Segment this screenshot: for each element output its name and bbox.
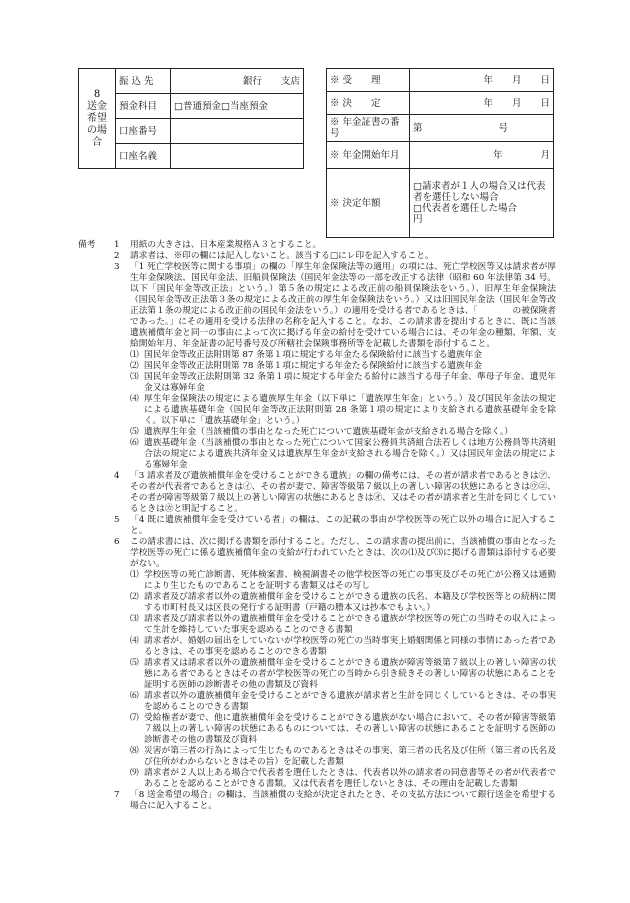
remark-number: 7 (114, 790, 120, 800)
remark-text: 用紙の大きさは、日本産業規格Ａ３とすること。 (130, 240, 322, 250)
indent (114, 394, 130, 427)
remark-number: ⑵ (130, 592, 139, 602)
spacer (78, 691, 114, 713)
certificate-number-label: ※ 年金証書の番号 (327, 115, 410, 142)
remark-text: 遺族厚生年金（当該補償の事由となった死亡について遺族基礎年金が支給される場合を除く。） (144, 427, 513, 437)
remittance-table (78, 68, 304, 169)
remark-item (78, 537, 556, 570)
remarks (78, 240, 556, 812)
spacer (78, 438, 114, 471)
remark-number: 1 (114, 240, 120, 250)
remark-number: ⑹ (130, 691, 139, 701)
remark-text: 災害が第三者の行為によって生じたものであるときはその事実、第三者の氏名及び住所（第三者の氏名及び住所がわからないときはその旨）を記載した書類 (144, 746, 556, 767)
receipt-date: 年 月 日 (410, 69, 554, 92)
account-name-field[interactable] (171, 144, 304, 169)
spacer (78, 427, 114, 438)
spacer (78, 636, 114, 658)
remark-number: 3 (114, 262, 120, 272)
remark-number: ⑶ (130, 372, 139, 382)
spacer (78, 394, 114, 427)
remark-subitem (78, 768, 556, 790)
remark-item (78, 262, 556, 350)
remark-number: ⑸ (130, 427, 139, 437)
remark-text: 請求者及び請求者以外の遺族補償年金を受けることができる遺族が学校医等の死亡の当時その収入によって生計を維持していた事実を認めることのできる書類 (144, 614, 557, 635)
remark-number: 4 (114, 471, 120, 481)
indent (114, 713, 130, 746)
account-number-field[interactable] (171, 119, 304, 144)
annual-amount: □請求者が１人の場合又は代表者を選任しない場合 □代表者を選任した場合 円 (410, 169, 554, 238)
indent (114, 658, 130, 691)
spacer (78, 262, 114, 350)
remark-text: 請求者が、婚姻の届出をしていないが学校医等の死亡の当時事実上婚姻関係と同様の事情にあった者であるときは、その事実を認めることのできる書類 (144, 636, 556, 657)
remark-text: 「3 請求者及び遺族補償年金を受けることができる遺族」の欄の備考には、その者が請求者であるときは㋐、その者が代表者であるときは㋑、その者が妻で、障害等級第７級以上の著しい障害の状態にあるときは㋒㋓、その者が障害等級第７級以上の著しい障害の状態にあるときは㋔、又はその者が請求者と生計を同じくしているときは㋕と明記すること。 (130, 471, 556, 514)
indent (114, 636, 130, 658)
decision-label: ※ 決 定 (327, 92, 410, 115)
remark-subitem (78, 372, 556, 394)
spacer (78, 537, 114, 570)
pension-start-label: ※ 年金開始年月 (327, 142, 410, 169)
remark-number: ⑶ (130, 614, 139, 624)
remark-number: ⑷ (130, 636, 139, 646)
decision-date: 年 月 日 (410, 92, 554, 115)
account-number-label: 口座番号 (116, 119, 171, 144)
remark-text: 請求者は、※印の欄には記入しないこと。該当する□にレ印を記入すること。 (130, 251, 434, 261)
remark-text: 国民年金等改正法附則第 32 条第１項に規定する年金たる給付に該当する母子年金、準母子年金、遺児年金又は寡婦年金 (144, 372, 556, 393)
remark-text: 受給権者が妻で、他に遺族補償年金を受けることができる遺族がない場合において、その者が障害等級第７級以上の著しい障害の状態にあるものについては、その著しい障害の状態にあることを証明する医師の診断書その他の書類及び資料 (144, 713, 556, 745)
spacer (78, 350, 114, 361)
remark-text: この請求書には、次に掲げる書類を添付すること。ただし、この請求書の提出前に、当該補償の事由となった学校医等の死亡に係る遺族補償年金の支給が行われていたときは、次の⑴及び⑶に掲げる書類は添付する必要がない。 (130, 537, 556, 569)
remark-number: ⑹ (130, 438, 139, 448)
section-8-label: 8 送金 希望 の場 合 (79, 69, 116, 169)
indent (114, 592, 130, 614)
remark-subitem (78, 636, 556, 658)
remark-subitem (78, 570, 556, 592)
spacer (78, 372, 114, 394)
remark-number: ⑴ (130, 570, 139, 580)
spacer (78, 515, 114, 537)
indent (114, 570, 130, 592)
remark-subitem (78, 427, 556, 438)
remark-subitem (78, 658, 556, 691)
remark-number: ⑼ (130, 768, 139, 778)
remark-text: 国民年金等改正法附則第 87 条第１項に規定する年金たる保険給付に該当する遺族年金 (144, 350, 483, 360)
account-type-label: 預金科目 (116, 94, 171, 119)
spacer (78, 570, 114, 592)
remark-text: 遺族基礎年金（当該補償の事由となった死亡について国家公務員共済組合法若しくは地方公務員等共済組合法の規定による遺族共済年金又は遺族厚生年金が支給される場合を除く。）又は国民年金法の規定による寡婦年金 (144, 438, 556, 470)
spacer (78, 471, 114, 515)
remark-number: 5 (114, 515, 120, 525)
receipt-label: ※ 受 理 (327, 69, 410, 92)
remark-subitem (78, 592, 556, 614)
remark-item (78, 240, 556, 251)
indent (114, 350, 130, 361)
remark-subitem (78, 746, 556, 768)
bank-label: 振 込 先 (116, 69, 171, 94)
remark-subitem (78, 394, 556, 427)
indent (114, 768, 130, 790)
remark-item (78, 790, 556, 812)
remark-text: 「1 死亡学校医等に関する事項」の欄の「厚生年金保険法等の適用」の項には、死亡学校医等又は請求者が厚生年金保険法、国民年金法、旧船員保険法（国民年金法等の一部を改正する法律（昭和 60 年法律第 34 号。以下「国民年金等改正法」という。）第５条の規定による改正前の船員保険法をいう。）、旧厚生年金保険法（国民年金等改正法第３条の規定による改正前の厚生年金保険法をいう。）又は旧国民年金法（国民年金等改正法第１条の規定による改正前の国民年金法をいう。）の適用を受ける者であるときは、「 の被保険者であった。」にその適用を受ける法律の名称を記入すること。なお、この請求書を提出するときに、既に当該遺族補償年金と同一の事由によって次に掲げる年金の給付を受けている場合には、その年金の種類、年額、支給開始年月、年金証書の記号番号及び所轄社会保険事務所等を記載した書類を添付すること。 (130, 262, 556, 349)
indent (114, 746, 130, 768)
spacer (78, 361, 114, 372)
remark-subitem (78, 614, 556, 636)
remark-number: ⑸ (130, 658, 139, 668)
indent (114, 427, 130, 438)
remark-text: 請求者及び請求者以外の遺族補償年金を受けることができる遺族の氏名、本籍及び学校医等との続柄に関する市町村長又は区長の発行する証明書（戸籍の謄本又は抄本でもよい。） (144, 592, 556, 613)
certificate-number: 第 号 (410, 115, 554, 142)
remark-item (78, 515, 556, 537)
pension-start: 年 月 (410, 142, 554, 169)
remark-number: ⑻ (130, 746, 139, 756)
spacer (78, 658, 114, 691)
spacer (78, 614, 114, 636)
remark-text: 厚生年金保険法の規定による遺族厚生年金（以下単に「遺族厚生年金」という。）及び国民年金法の規定による遺族基礎年金（国民年金等改正法附則第 28 条第１項の規定により支給される遺族基礎年金を除く。以下単に「遺族基礎年金」という。） (144, 394, 556, 426)
indent (114, 361, 130, 372)
account-name-label: 口座名義 (116, 144, 171, 169)
remark-number: ⑴ (130, 350, 139, 360)
remark-text: 請求者が２人以上ある場合で代表者を選任したときは、代表者以外の請求者の同意書等その者が代表者であることを認めることができる書類。又は代表者を選任しないときは、その理由を記載した書類 (144, 768, 556, 789)
remark-subitem (78, 438, 556, 471)
remark-text: 学校医等の死亡診断書、死体検案書、検視調書その他学校医等の死亡の事実及びその死亡が公務又は通勤により生じたものであることを証明する書類又はその写し (144, 570, 557, 591)
remark-text: 請求者又は請求者以外の遺族補償年金を受けることができる遺族が障害等級第７級以上の著しい障害の状態にある者であるときはその者が学校医等の死亡の当時から引き続きその著しい障害の状態にあることを証明する医師の診断書その他の書類及び資料 (144, 658, 556, 690)
indent (114, 438, 130, 471)
remark-subitem (78, 350, 556, 361)
remark-text: 「4 既に遺族補償年金を受けている者」の欄は、この記載の事由が学校医等の死亡以外の場合に記入すること。 (130, 515, 556, 536)
remark-text: 請求者以外の遺族補償年金を受けることができる遺族が請求者と生計を同じくしているときは、その事実を認めることのできる書類 (144, 691, 556, 712)
spacer (78, 746, 114, 768)
remark-number: ⑵ (130, 361, 139, 371)
remark-text: 国民年金等改正法附則第 78 条第１項に規定する年金たる保険給付に該当する遺族年金 (144, 361, 483, 371)
bank-field[interactable]: 銀行 支店 (171, 69, 304, 94)
spacer (78, 251, 114, 262)
spacer (78, 592, 114, 614)
account-type-field[interactable]: □普通預金□当座預金 (171, 94, 304, 119)
remark-subitem (78, 691, 556, 713)
spacer (78, 790, 114, 812)
remark-number: 6 (114, 537, 120, 547)
remark-subitem (78, 361, 556, 372)
remark-number: 2 (114, 251, 120, 261)
remark-subitem (78, 713, 556, 746)
spacer (78, 713, 114, 746)
indent (114, 372, 130, 394)
remark-text: 「8 送金希望の場合」の欄は、当該補償の支給が決定されたとき、その支払方法について銀行送金を希望する場合に記入すること。 (130, 790, 556, 811)
office-use-table (326, 68, 554, 238)
spacer (78, 768, 114, 790)
remark-number: ⑺ (130, 713, 139, 723)
remark-number: ⑷ (130, 394, 139, 404)
remarks-heading: 備考 (78, 240, 96, 250)
indent (114, 614, 130, 636)
remark-item (78, 471, 556, 515)
remark-item (78, 251, 556, 262)
annual-amount-label: ※ 決定年額 (327, 169, 410, 238)
indent (114, 691, 130, 713)
